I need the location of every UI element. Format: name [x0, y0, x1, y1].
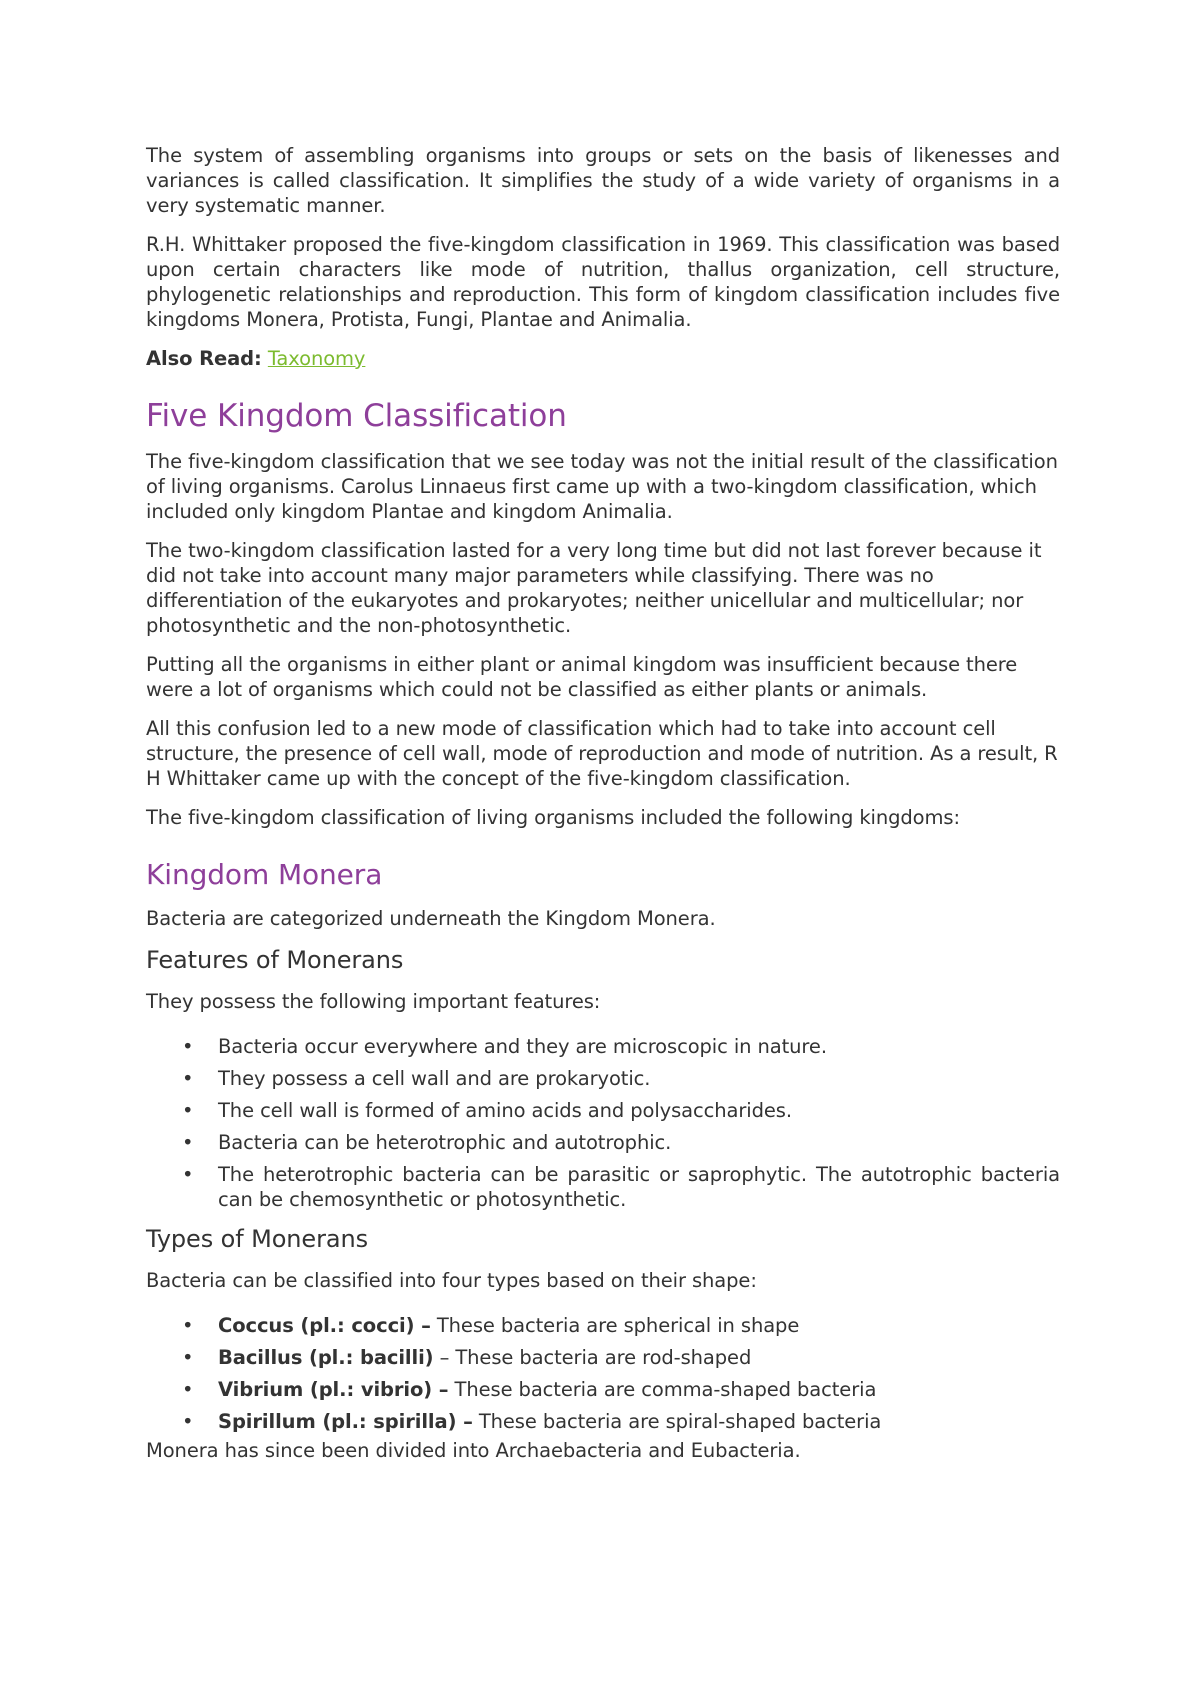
list-item-text: The heterotrophic bacteria can be parasitic or saprophytic. The autotrophic bacteria can be chemosynthetic or photosynthetic. — [218, 1163, 1060, 1211]
list-item-text: The cell wall is formed of amino acids and polysaccharides. — [218, 1099, 792, 1122]
type-term: Spirillum (pl.: spirilla) – — [218, 1410, 473, 1433]
types-heading: Types of Monerans — [146, 1225, 368, 1253]
type-description: These bacteria are comma-shaped bacteria — [448, 1378, 877, 1401]
bullet-icon: • — [182, 1099, 194, 1122]
type-term: Bacillus (pl.: bacilli) — [218, 1346, 434, 1369]
list-item-text: Bacteria can be heterotrophic and autotrophic. — [218, 1131, 672, 1154]
list-item — [146, 1345, 1060, 1370]
type-description: – These bacteria are rod-shaped — [433, 1346, 752, 1369]
five-kingdom-paragraph: The five-kingdom classification of living organisms included the following kingdoms: — [146, 806, 960, 829]
list-item — [146, 1034, 1060, 1059]
type-description: These bacteria are spherical in shape — [430, 1314, 800, 1337]
types-intro: Bacteria can be classified into four types based on their shape: — [146, 1269, 757, 1292]
intro-paragraph-2: R.H. Whittaker proposed the five-kingdom classification in 1969. This classification was based upon certain characters like mode of nutrition, thallus organization, cell structure, phylogenetic relationships and reproduction. This form of kingdom classification includes five kingdoms Monera, Protista, Fungi, Plantae and Animalia. — [146, 233, 1060, 331]
five-kingdom-paragraph: The five-kingdom classification that we see today was not the initial result of the classification of living organisms. Carolus Linnaeus first came up with a two-kingdom classification, which included only kingdom Plantae and kingdom Animalia. — [146, 450, 1058, 523]
five-kingdom-paragraph: The two-kingdom classification lasted for a very long time but did not last forever because it did not take into account many major parameters while classifying. There was no differentiation of the eukaryotes and prokaryotes; neither unicellular and multicellular; nor photosynthetic and the non-photosynthetic. — [146, 539, 1042, 637]
bullet-icon: • — [182, 1131, 194, 1154]
features-heading: Features of Monerans — [146, 946, 404, 974]
list-item — [146, 1098, 1060, 1123]
five-kingdom-heading: Five Kingdom Classification — [146, 398, 567, 434]
type-term: Vibrium (pl.: vibrio) – — [218, 1378, 449, 1401]
list-item — [146, 1409, 1060, 1434]
list-item — [146, 1066, 1060, 1091]
list-item — [146, 1130, 1060, 1155]
document-page — [146, 143, 1060, 1477]
list-item — [146, 1377, 1060, 1402]
also-read-label: Also Read: — [146, 347, 262, 370]
kingdom-monera-heading: Kingdom Monera — [146, 858, 383, 891]
bullet-icon: • — [182, 1067, 194, 1090]
five-kingdom-paragraph: Putting all the organisms in either plant or animal kingdom was insufficient because there were a lot of organisms which could not be classified as either plants or animals. — [146, 653, 1018, 701]
type-description: These bacteria are spiral-shaped bacteria — [472, 1410, 882, 1433]
taxonomy-link[interactable]: Taxonomy — [267, 347, 366, 370]
bullet-icon: • — [182, 1346, 194, 1369]
monera-intro: Bacteria are categorized underneath the Kingdom Monera. — [146, 907, 716, 930]
bullet-icon: • — [182, 1163, 194, 1186]
types-list — [146, 1313, 1060, 1434]
bullet-icon: • — [182, 1035, 194, 1058]
list-item — [146, 1162, 1060, 1212]
features-list — [146, 1034, 1060, 1212]
type-term: Coccus (pl.: cocci) – — [218, 1314, 431, 1337]
bullet-icon: • — [182, 1378, 194, 1401]
also-read — [146, 346, 1060, 371]
bullet-icon: • — [182, 1314, 194, 1337]
intro-paragraph-1: The system of assembling organisms into groups or sets on the basis of likenesses and variances is called classification. It simplifies the study of a wide variety of organisms in a very systematic manner. — [146, 144, 1060, 217]
list-item — [146, 1313, 1060, 1338]
features-intro: They possess the following important features: — [146, 990, 601, 1013]
five-kingdom-paragraph: All this confusion led to a new mode of classification which had to take into account cell structure, the presence of cell wall, mode of reproduction and mode of nutrition. As a result, R H Whittaker came up with the concept of the five-kingdom classification. — [146, 717, 1058, 790]
bullet-icon: • — [182, 1410, 194, 1433]
list-item-text: They possess a cell wall and are prokaryotic. — [218, 1067, 651, 1090]
monera-closing: Monera has since been divided into Archaebacteria and Eubacteria. — [146, 1439, 801, 1462]
list-item-text: Bacteria occur everywhere and they are microscopic in nature. — [218, 1035, 827, 1058]
